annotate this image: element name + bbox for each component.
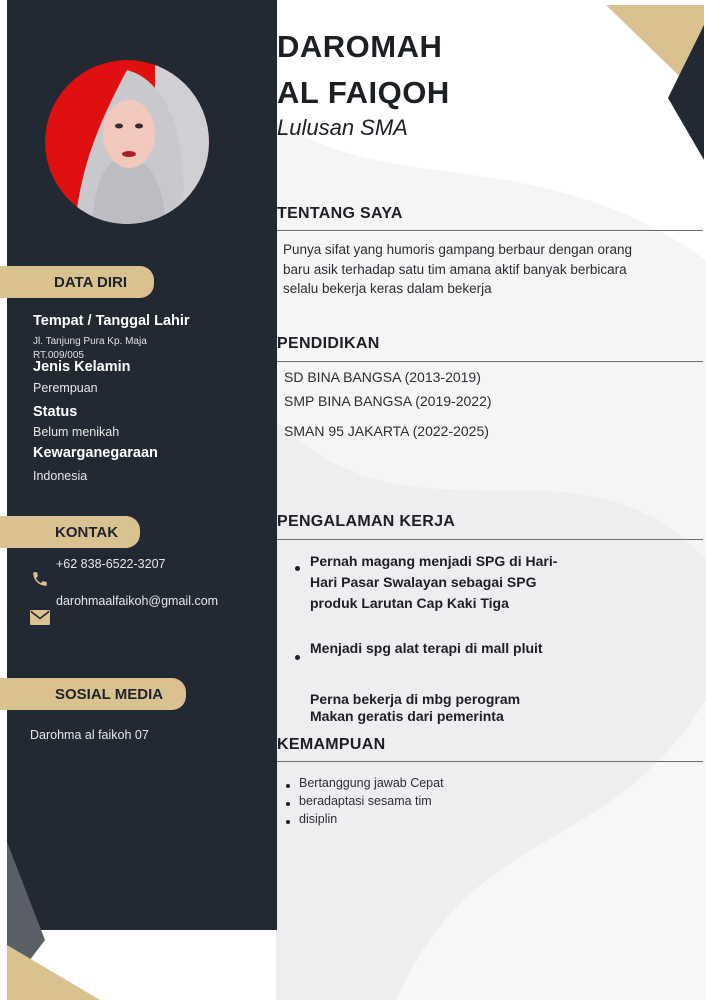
about-text: Punya sifat yang humoris gampang berbaur dengan orang baru asik terhadap satu tim amana aktif banyak berbicara selalu bekerja keras dalam bekerja [283,242,632,296]
birth-value: Jl. Tanjung Pura Kp. Maja RT.009/005 [33,336,147,361]
bullet-icon [286,820,290,824]
first-name: DAROMAH [277,29,443,64]
birth-label: Tempat / Tanggal Lahir [33,313,190,329]
about-divider [277,230,703,231]
profile-photo [45,60,209,224]
status-label: Status [33,404,78,420]
mail-icon [30,610,50,625]
education-item: SMP BINA BANGSA (2019-2022) [284,393,492,409]
phone-number: +62 838-6522-3207 [56,557,166,571]
section-tag-kontak [0,516,140,548]
corner-decoration-top-right [600,0,706,165]
skill-item: disiplin [299,812,338,826]
education-item: SMAN 95 JAKARTA (2022-2025) [284,423,489,439]
nationality-value: Indonesia [33,469,88,483]
name-heading [277,24,450,116]
gender-value: Perempuan [33,381,98,395]
experience-item: Perna bekerja di mbg perogram Makan geratis dari pemerinta [310,691,521,724]
data-diri-title: DATA DIRI [54,273,128,291]
section-tag-data-diri [0,266,154,298]
experience-title: PENGALAMAN KERJA [277,513,456,530]
last-name: AL FAIQOH [277,75,450,110]
experience-item: Menjadi spg alat terapi di mall pluit [310,640,543,656]
skills-divider [277,761,703,762]
experience-divider [277,539,703,540]
education-title: PENDIDIKAN [277,335,380,352]
skill-item: beradaptasi sesama tim [299,794,432,808]
section-tag-sosial-media [0,678,186,710]
role-subtitle: Lulusan SMA [277,115,408,140]
experience-item: Pernah magang menjadi SPG di Hari-Hari Pasar Swalayan sebagai SPG produk Larutan Cap Kaki Tiga [310,553,558,611]
email-address: darohmaalfaikoh@gmail.com [56,594,219,608]
bullet-icon [295,566,300,571]
bullet-icon [295,655,300,660]
sosial-media-title: SOSIAL MEDIA [55,685,164,703]
about-title: TENTANG SAYA [277,205,403,222]
bullet-icon [286,784,290,788]
status-value: Belum menikah [33,425,120,439]
bullet-icon [286,802,290,806]
skills-title: KEMAMPUAN [277,736,386,753]
nationality-label: Kewarganegaraan [33,445,158,461]
corner-decoration-bottom-left [0,830,110,1000]
social-media-handle: Darohma al faikoh 07 [30,728,149,742]
profile-photo-illustration [45,60,209,224]
skill-item: Bertanggung jawab Cepat [299,776,444,790]
education-divider [277,361,703,362]
kontak-title: KONTAK [55,523,119,541]
education-item: SD BINA BANGSA (2013-2019) [284,369,481,385]
phone-icon [31,570,49,588]
gender-label: Jenis Kelamin [33,359,131,375]
